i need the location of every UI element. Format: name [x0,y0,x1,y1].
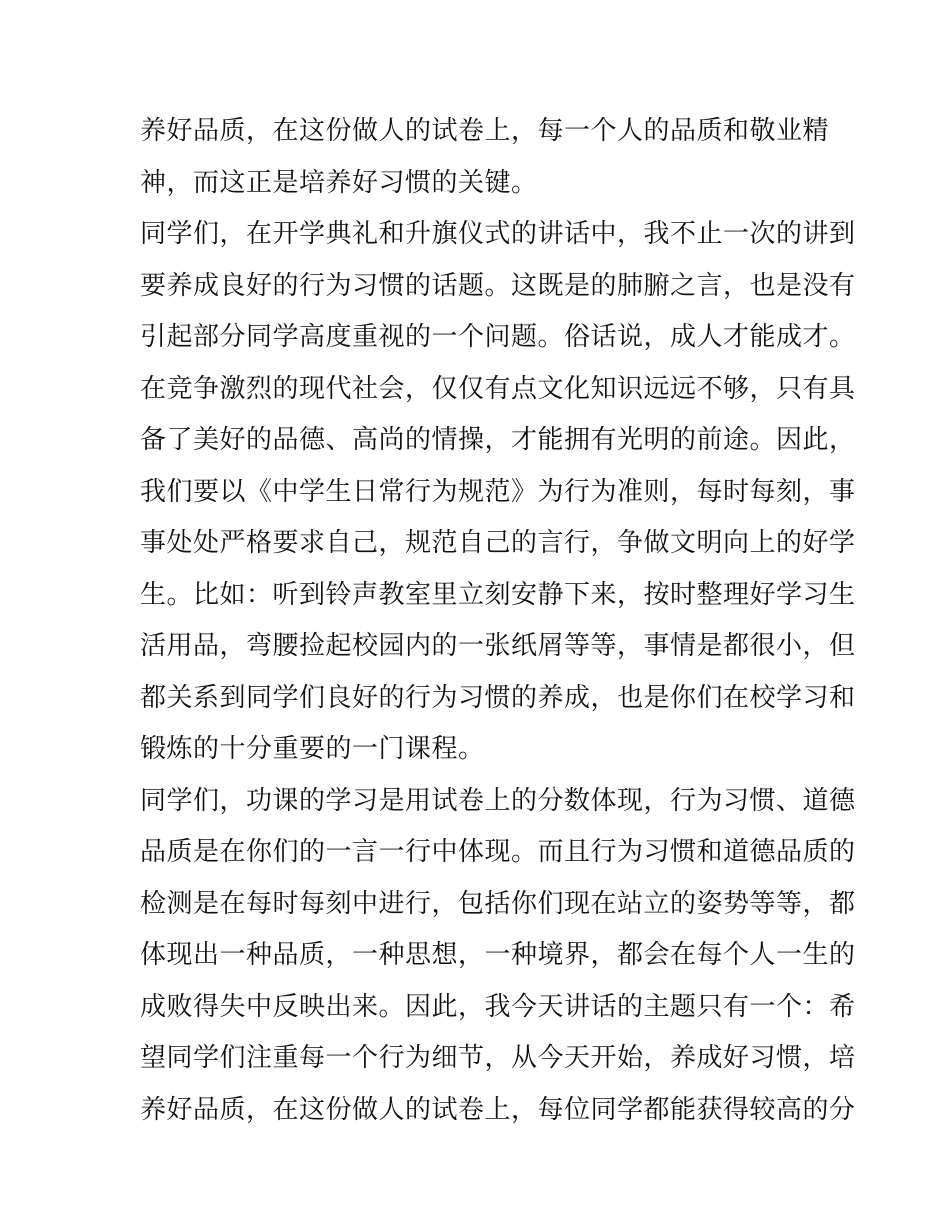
text-line: 成败得失中反映出来。因此，我今天讲话的主题只有一个：希 [140,991,856,1022]
text-line: 引起部分同学高度重视的一个问题。俗话说，成人才能成才。 [140,322,856,352]
text-line: 备了美好的品德、高尚的情操，才能拥有光明的前途。因此， [140,425,856,455]
text-line: 要养成良好的行为习惯的话题。这既是的肺腑之言，也是没有 [140,270,856,301]
text-line: 同学们，功课的学习是用试卷上的分数体现，行为习惯、道德 [140,785,856,816]
text-line: 事处处严格要求自己，规范自己的言行，争做文明向上的好学 [140,528,856,558]
text-line: 生。比如：听到铃声教室里立刻安静下来，按时整理好学习生 [140,579,856,610]
text-line: 望同学们注重每一个行为细节，从今天开始，养成好习惯，培 [140,1043,856,1073]
text-line: 我们要以《中学生日常行为规范》为行为准则，每时每刻，事 [140,476,856,507]
text-line: 养好品质，在这份做人的试卷上，每位同学都能获得较高的分 [140,1094,856,1125]
text-line: 活用品，弯腰捡起校园内的一张纸屑等等，事情是都很小，但 [140,631,856,661]
text-line: 检测是在每时每刻中进行，包括你们现在站立的姿势等等，都 [140,888,856,919]
text-line: 锻炼的十分重要的一门课程。 [140,734,485,764]
text-line: 品质是在你们的一言一行中体现。而且行为习惯和道德品质的 [140,837,856,867]
text-line: 神，而这正是培养好习惯的关键。 [140,167,538,198]
text-line: 同学们，在开学典礼和升旗仪式的讲话中，我不止一次的讲到 [140,219,856,249]
text-line: 在竞争激烈的现代社会，仅仅有点文化知识远远不够，只有具 [140,373,856,404]
text-line: 都关系到同学们良好的行为习惯的养成，也是你们在校学习和 [140,682,856,713]
text-line: 体现出一种品质，一种思想，一种境界，都会在每个人一生的 [140,940,856,970]
body-text [140,106,856,1136]
text-line: 养好品质，在这份做人的试卷上，每一个人的品质和敬业精 [140,116,830,146]
